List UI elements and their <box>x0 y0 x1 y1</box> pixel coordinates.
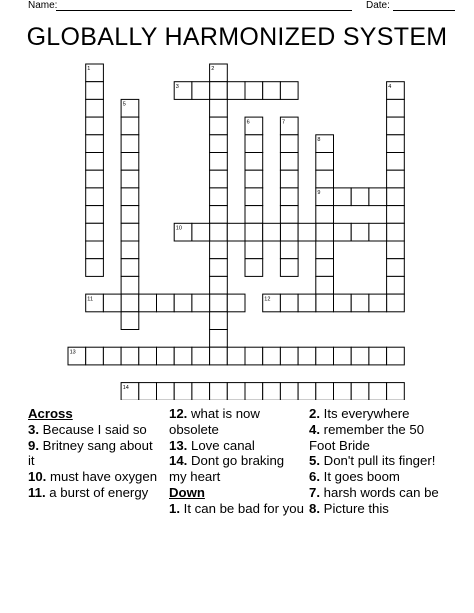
clue-down-6: 6. It goes boom <box>309 469 400 485</box>
grid-cell[interactable] <box>103 347 121 365</box>
grid-cell[interactable] <box>387 135 405 153</box>
puzzle-title: GLOBALLY HARMONIZED SYSTEM <box>26 23 448 51</box>
grid-cell[interactable] <box>387 241 405 259</box>
grid-cell[interactable] <box>387 188 405 206</box>
clue-number: 10 <box>175 225 182 232</box>
clue-across-10: 10. must have oxygen <box>28 469 158 485</box>
grid-cell[interactable] <box>316 383 334 400</box>
grid-cell[interactable] <box>280 206 298 224</box>
grid-cell[interactable] <box>369 383 387 400</box>
clue-down-2: 2. Its everywhere <box>309 406 410 421</box>
clue-number: 11 <box>87 296 94 303</box>
grid-cell[interactable] <box>298 383 316 400</box>
grid-cell[interactable] <box>121 312 139 330</box>
grid-cell[interactable] <box>369 347 387 365</box>
grid-cell[interactable] <box>334 188 352 206</box>
clue-number: 6 <box>246 119 250 126</box>
grid-cell[interactable] <box>121 153 139 171</box>
grid-cell[interactable] <box>387 294 405 312</box>
grid-cell[interactable] <box>210 312 228 330</box>
grid-cell[interactable] <box>86 223 104 241</box>
grid-cell[interactable] <box>387 206 405 224</box>
grid-cell[interactable] <box>245 223 263 241</box>
grid-cell[interactable] <box>245 347 263 365</box>
grid-cell[interactable] <box>121 206 139 224</box>
clue-number: 2 <box>211 66 215 73</box>
grid-cell[interactable] <box>351 188 369 206</box>
clue-down-1: 1. It can be bad for you <box>169 500 304 516</box>
clue-across-3: 3. Because I said so <box>28 421 147 437</box>
grid-cell[interactable] <box>280 188 298 206</box>
grid-cell[interactable] <box>121 223 139 241</box>
grid-cell[interactable] <box>210 99 228 117</box>
grid-cell[interactable] <box>387 117 405 135</box>
grid-cell[interactable] <box>86 135 104 153</box>
grid-cell[interactable] <box>86 153 104 171</box>
grid-cell[interactable] <box>210 259 228 277</box>
grid-cell[interactable] <box>227 294 245 312</box>
grid-cell[interactable] <box>86 99 104 117</box>
grid-cell[interactable] <box>316 241 334 259</box>
grid-cell[interactable] <box>121 170 139 188</box>
grid-cell[interactable] <box>263 347 281 365</box>
clues-column-2 <box>169 406 304 517</box>
grid-cell[interactable] <box>263 82 281 100</box>
grid-cell[interactable] <box>227 223 245 241</box>
grid-cell[interactable] <box>280 153 298 171</box>
grid-cell[interactable] <box>387 259 405 277</box>
grid-cell[interactable] <box>280 241 298 259</box>
grid-cell[interactable] <box>387 170 405 188</box>
grid-cell[interactable] <box>298 223 316 241</box>
grid-cell[interactable] <box>298 347 316 365</box>
grid-cell[interactable] <box>121 347 139 365</box>
grid-cell[interactable] <box>245 135 263 153</box>
clue-across-13: 13. Love canal <box>169 437 255 453</box>
name-label: Name: <box>28 0 58 11</box>
grid-cell[interactable] <box>245 206 263 224</box>
grid-cell[interactable] <box>121 188 139 206</box>
grid-cell[interactable] <box>227 347 245 365</box>
grid-cell[interactable] <box>387 99 405 117</box>
grid-cell[interactable] <box>210 276 228 294</box>
date-label: Date: <box>366 0 390 11</box>
grid-cell[interactable] <box>351 294 369 312</box>
grid-cell[interactable] <box>245 241 263 259</box>
clue-number: 9 <box>317 190 321 197</box>
grid-cell[interactable] <box>121 117 139 135</box>
grid-cell[interactable] <box>121 259 139 277</box>
grid-cell[interactable] <box>280 347 298 365</box>
grid-cell[interactable] <box>245 259 263 277</box>
grid-cell[interactable] <box>263 223 281 241</box>
grid-cell[interactable] <box>86 206 104 224</box>
clue-number: 12 <box>264 296 271 303</box>
grid-cell[interactable] <box>387 276 405 294</box>
grid-cell[interactable] <box>121 241 139 259</box>
grid-cell[interactable] <box>334 347 352 365</box>
grid-cell[interactable] <box>280 294 298 312</box>
grid-cell[interactable] <box>192 82 210 100</box>
grid-cell[interactable] <box>86 82 104 100</box>
grid-cell[interactable] <box>210 383 228 400</box>
clue-down-4: 4. remember the 50 Foot Bride <box>309 421 425 453</box>
clue-number: 4 <box>388 83 392 90</box>
grid-cell[interactable] <box>227 82 245 100</box>
clue-number: 1 <box>87 66 91 73</box>
grid-cell[interactable] <box>316 276 334 294</box>
grid-cell[interactable] <box>334 223 352 241</box>
grid-cell[interactable] <box>316 170 334 188</box>
grid-cell[interactable] <box>86 188 104 206</box>
grid-cell[interactable] <box>192 294 210 312</box>
grid-cell[interactable] <box>210 330 228 348</box>
grid-cell[interactable] <box>86 117 104 135</box>
clue-down-8: 8. Picture this <box>309 500 389 516</box>
grid-cell[interactable] <box>245 153 263 171</box>
grid-cell[interactable] <box>369 223 387 241</box>
grid-cell[interactable] <box>334 294 352 312</box>
grid-cell[interactable] <box>245 82 263 100</box>
clues-column-3 <box>309 406 444 517</box>
grid-cell[interactable] <box>210 223 228 241</box>
grid-cell[interactable] <box>387 153 405 171</box>
grid-cell[interactable] <box>157 383 175 400</box>
grid-cell[interactable] <box>210 82 228 100</box>
grid-cell[interactable] <box>280 223 298 241</box>
grid-cell[interactable] <box>316 259 334 277</box>
grid-cell[interactable] <box>280 135 298 153</box>
grid-cell[interactable] <box>316 223 334 241</box>
grid-cell[interactable] <box>121 294 139 312</box>
grid-cell[interactable] <box>210 153 228 171</box>
clue-number: 13 <box>69 349 76 356</box>
grid-cell[interactable] <box>369 188 387 206</box>
grid-cell[interactable] <box>280 383 298 400</box>
grid-cell[interactable] <box>210 117 228 135</box>
grid-cell[interactable] <box>139 383 157 400</box>
clue-number: 8 <box>317 137 321 143</box>
grid-cell[interactable] <box>369 294 387 312</box>
grid-cell[interactable] <box>263 383 281 400</box>
clue-number: 5 <box>122 101 126 108</box>
grid-cell[interactable] <box>139 347 157 365</box>
grid-cell[interactable] <box>387 347 405 365</box>
clues-column-1 <box>28 406 162 501</box>
grid-cell[interactable] <box>121 135 139 153</box>
clue-across-12: 12. what is now obsolete <box>169 406 260 437</box>
grid-cell[interactable] <box>334 383 352 400</box>
grid-cell[interactable] <box>174 347 192 365</box>
grid-cell[interactable] <box>245 170 263 188</box>
grid-cell[interactable] <box>192 383 210 400</box>
grid-cell[interactable] <box>139 294 157 312</box>
grid-cell[interactable] <box>227 383 245 400</box>
grid-cell[interactable] <box>298 294 316 312</box>
grid-cell[interactable] <box>387 383 405 400</box>
grid-cell[interactable] <box>86 259 104 277</box>
grid-cell[interactable] <box>210 241 228 259</box>
grid-cell[interactable] <box>351 347 369 365</box>
clue-across-11: 11. a burst of energy <box>28 484 149 500</box>
clue-down-5: 5. Don't pull its finger! <box>309 453 436 469</box>
grid-cell[interactable] <box>210 206 228 224</box>
grid-cell[interactable] <box>174 383 192 400</box>
grid-cell[interactable] <box>103 294 121 312</box>
grid-cell[interactable] <box>157 347 175 365</box>
grid-cell[interactable] <box>86 241 104 259</box>
grid-cell[interactable] <box>245 383 263 400</box>
grid-cell[interactable] <box>316 153 334 171</box>
grid-cell[interactable] <box>86 170 104 188</box>
grid-cell[interactable] <box>210 347 228 365</box>
grid-cell[interactable] <box>86 347 104 365</box>
grid-cell[interactable] <box>316 206 334 224</box>
grid-cell[interactable] <box>316 347 334 365</box>
clue-across-14: 14. Dont go braking my heart <box>169 453 285 485</box>
grid-cell[interactable] <box>210 294 228 312</box>
grid-cell[interactable] <box>121 276 139 294</box>
grid-cell[interactable] <box>351 223 369 241</box>
grid-cell[interactable] <box>192 347 210 365</box>
grid-cell[interactable] <box>192 223 210 241</box>
clue-number: 3 <box>175 83 179 90</box>
down-heading: Down <box>169 484 205 500</box>
grid-cell[interactable] <box>210 188 228 206</box>
grid-cell[interactable] <box>245 188 263 206</box>
grid-cell[interactable] <box>210 135 228 153</box>
grid-cell[interactable] <box>157 294 175 312</box>
across-heading: Across <box>28 406 73 421</box>
grid-cell[interactable] <box>210 170 228 188</box>
clue-down-7: 7. harsh words can be <box>309 484 439 500</box>
grid-cell[interactable] <box>351 383 369 400</box>
clue-across-9: 9. Britney sang about it <box>28 437 153 469</box>
grid-cell[interactable] <box>316 294 334 312</box>
grid-cell[interactable] <box>387 223 405 241</box>
grid-cell[interactable] <box>280 82 298 100</box>
clue-number: 7 <box>282 119 286 126</box>
clue-number: 14 <box>122 384 129 391</box>
grid-cell[interactable] <box>174 294 192 312</box>
grid-cell[interactable] <box>280 259 298 277</box>
grid-cell[interactable] <box>280 170 298 188</box>
